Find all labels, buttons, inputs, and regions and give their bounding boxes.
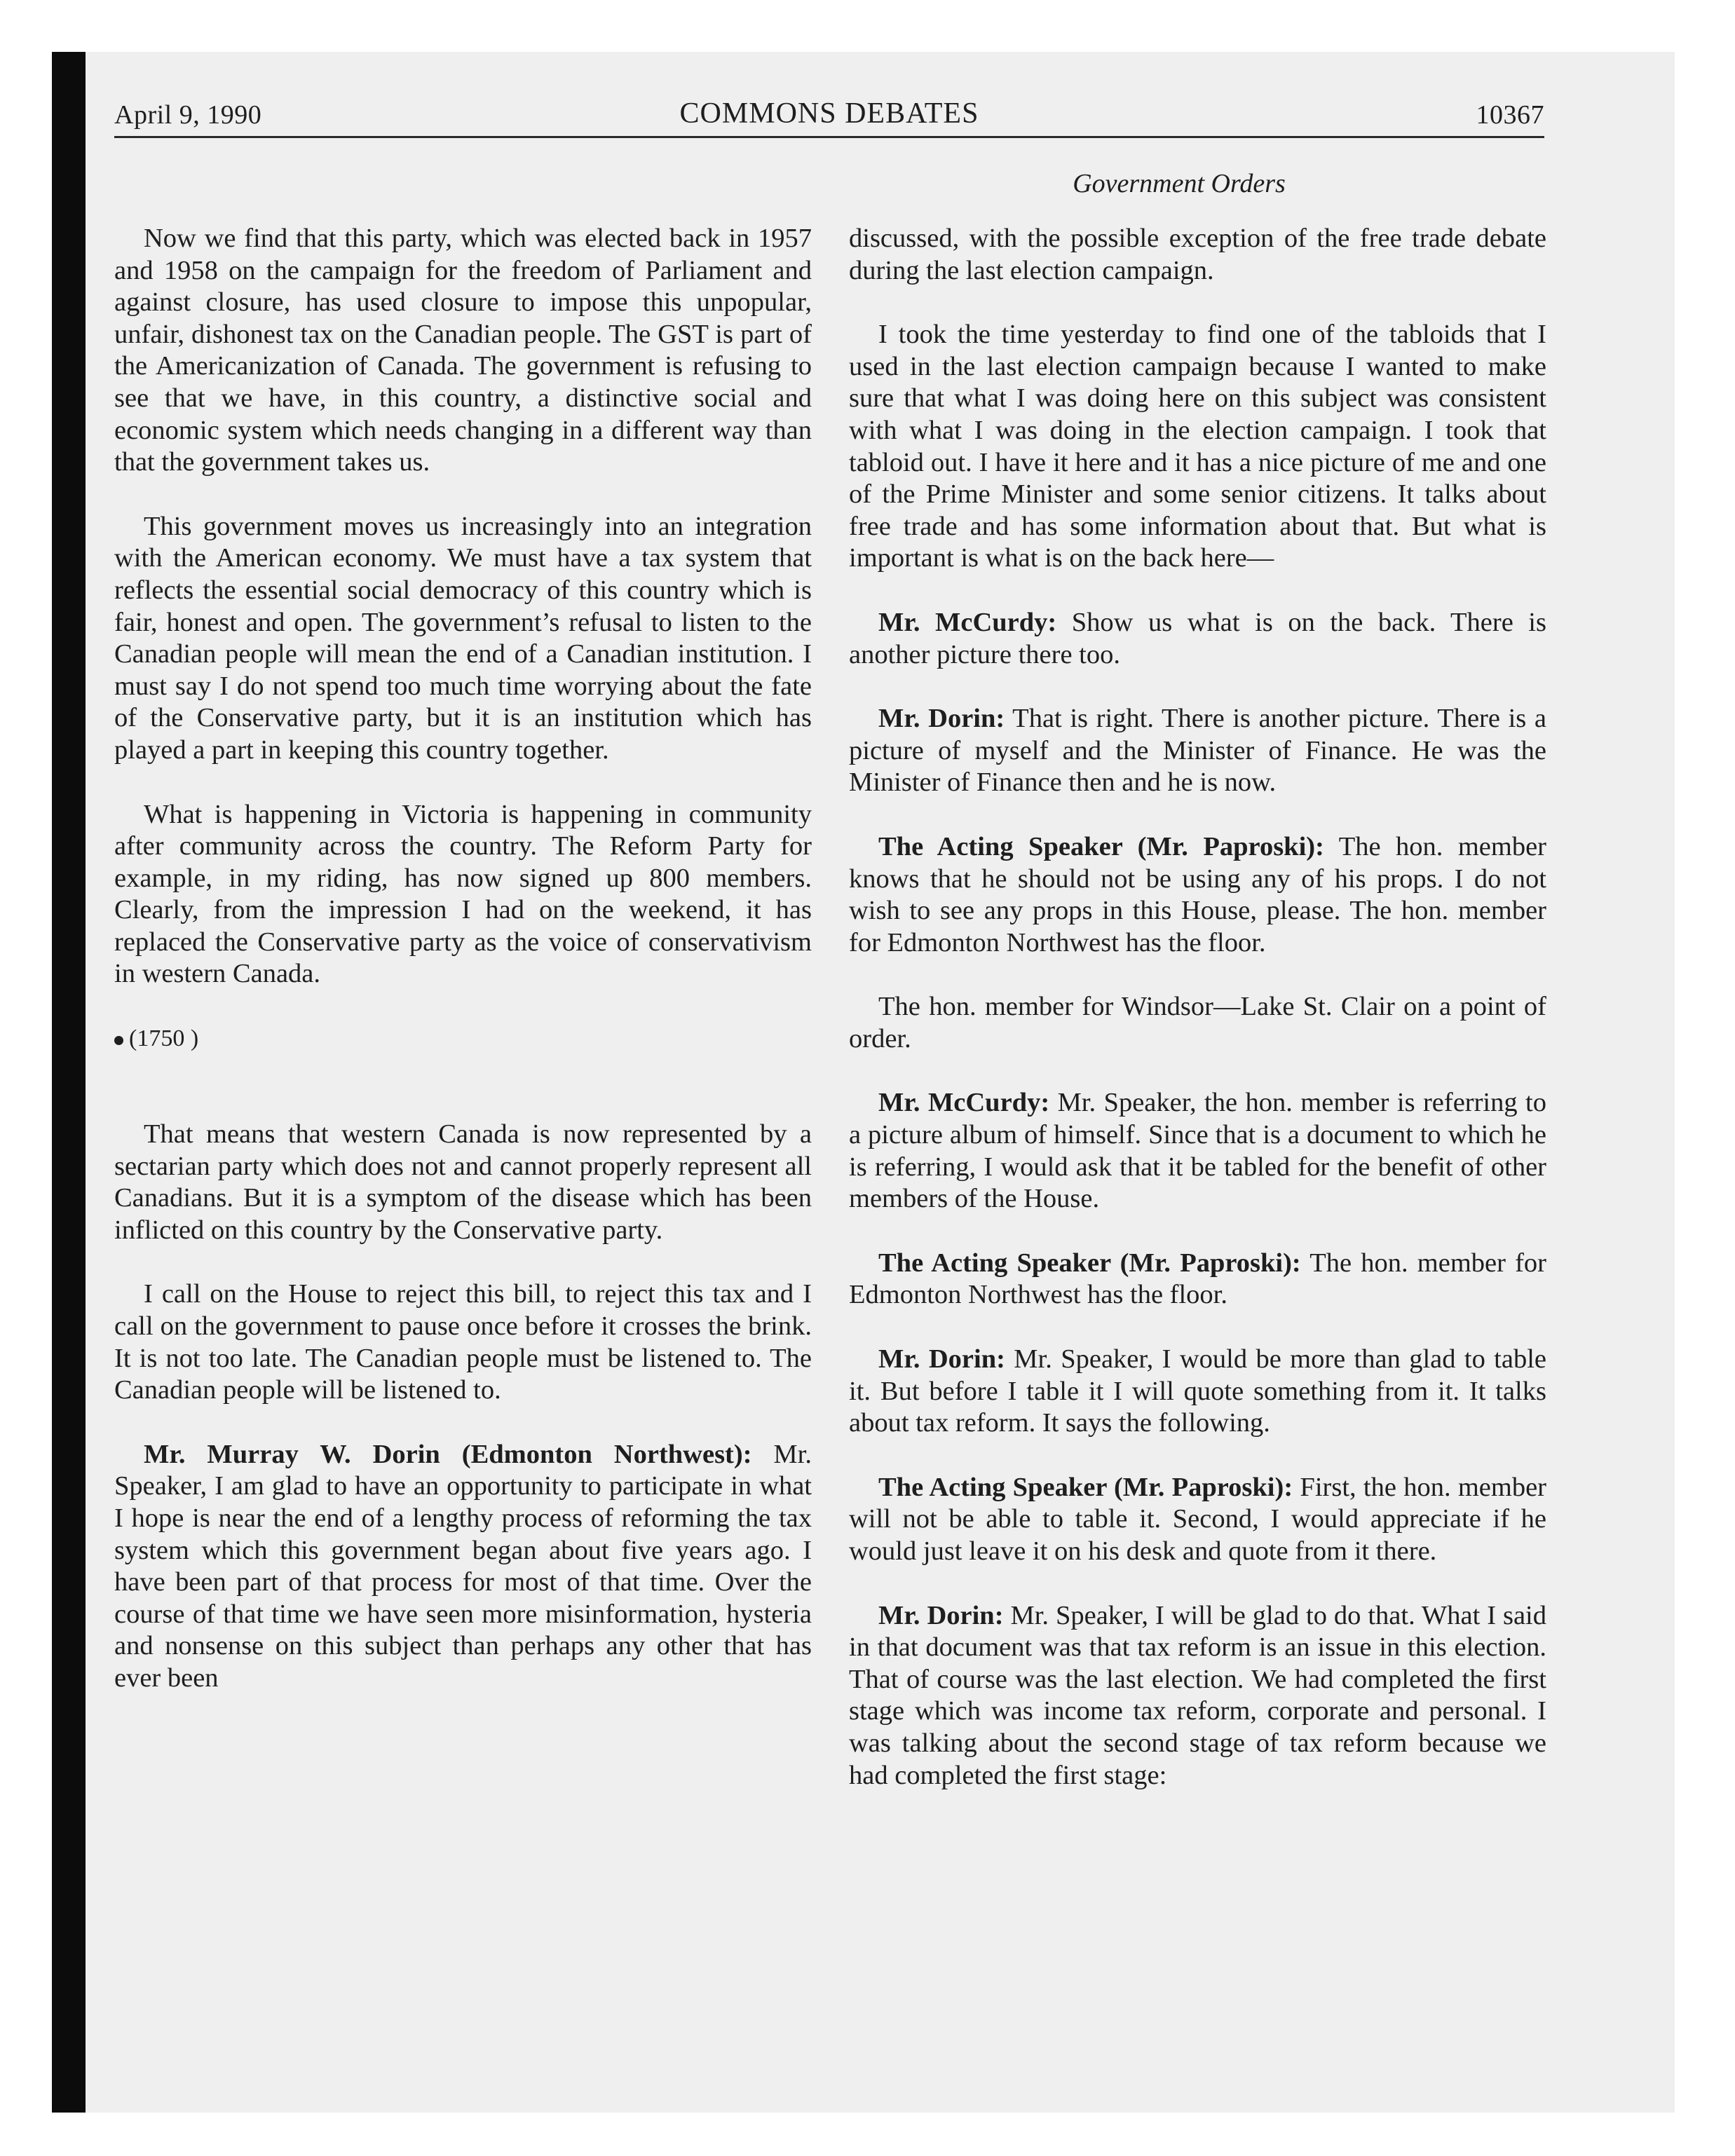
speech-paragraph: [849, 1087, 1546, 1215]
speaker-name: Mr. Dorin:: [878, 704, 1005, 734]
bullet-icon: [114, 1036, 123, 1045]
speech-paragraph: [849, 1472, 1546, 1568]
speech-text: The hon. member knows that he should not be using any of his props. I do not wish to see any props in this House, please. The hon. member for Edmonton Northwest has the floor.: [849, 831, 1546, 957]
speech-paragraph: [849, 1344, 1546, 1440]
speech-text: First, the hon. member will not be able to table it. Second, I would appreciate if he would just leave it on his desk and quote from it there.: [849, 1472, 1546, 1566]
speech-paragraph: [849, 703, 1546, 799]
speech-paragraph: [849, 1600, 1546, 1792]
speaker-name: Mr. McCurdy:: [878, 607, 1057, 637]
speech-text: Mr. Speaker, I am glad to have an opportunity to participate in what I hope is near the end of a lengthy process of reforming the tax system which this government began about five years ago. I have been part of that process for most of that time. Over the course of that time we have seen more misinformation, hysteria and nonsense on this subject than perhaps any other that has ever been: [114, 1439, 812, 1693]
paragraph: discussed, with the possible exception of the free trade debate during the last election campaign.: [849, 224, 1546, 285]
speaker-name: The Acting Speaker (Mr. Paproski):: [878, 831, 1324, 861]
speaker-name: Mr. Dorin:: [878, 1344, 1005, 1374]
paragraph: Now we find that this party, which was elected back in 1957 and 1958 on the campaign for the freedom of Parliament and against closure, has used closure to impose this unpopular, unfair, dishonest tax on the Canadian people. The GST is part of the Americanization of Canada. The government is refusing to see that we have, in this country, a distinctive social and economic system which needs changing in a different way than that the government takes us.: [114, 224, 812, 477]
time-stamp: [114, 1023, 812, 1054]
header-page-number: 10367: [1476, 100, 1544, 130]
speaker-name: The Acting Speaker (Mr. Paproski):: [878, 1248, 1301, 1278]
section-label: Government Orders: [1073, 169, 1286, 198]
left-column: [114, 223, 812, 1727]
speech-text: Mr. Speaker, the hon. member is referring to a picture album of himself. Since that is a document to which he is referring, I would ask that it be tabled for the benefit of other members of the House.: [849, 1088, 1546, 1214]
paragraph: I call on the House to reject this bill, to reject this tax and I call on the government to pause once before it crosses the brink. It is not too late. The Canadian people must be listened to. The Canadian people will be listened to.: [114, 1279, 812, 1405]
binding-edge: [52, 52, 86, 2113]
speech-paragraph: [849, 1248, 1546, 1311]
speech-text: The hon. member for Edmonton Northwest has the floor.: [849, 1248, 1546, 1310]
speech-text: That is right. There is another picture. There is a picture of myself and the Minister of Finance. He was the Minister of Finance then and he is now.: [849, 704, 1547, 798]
paragraph: What is happening in Victoria is happening in community after community across the country. The Reform Party for example, in my riding, has now signed up 800 members. Clearly, from the impression I had on the weekend, it has replaced the Conservative party as the voice of conservativism in western Canada.: [114, 799, 812, 989]
speaker-name: Mr. McCurdy:: [878, 1088, 1050, 1118]
right-column: [849, 223, 1546, 1824]
speech-paragraph: [849, 831, 1546, 959]
speech-text: Mr. Speaker, I will be glad to do that. What I said in that document was that tax reform is an issue in this election. That of course was the last election. We had completed the first stage which was income tax reform, corporate and personal. I was talking about the second stage of tax reform because we had completed the first stage:: [849, 1600, 1546, 1790]
speech-paragraph: [849, 607, 1546, 671]
speech-paragraph: [114, 1439, 812, 1695]
running-head: [114, 90, 1544, 138]
time-stamp-text: (1750 ): [129, 1025, 199, 1052]
paragraph: This government moves us increasingly into an integration with the American economy. We must have a tax system that reflects the essential social democracy of this country which is fair, honest and open. The government’s refusal to listen to the Canadian people will mean the end of a Canadian institution. I must say I do not spend too much time worrying about the fate of the Conservative party, but it is an institution which has played a part in keeping this country together.: [114, 511, 812, 765]
paragraph: The hon. member for Windsor—Lake St. Clair on a point of order.: [849, 992, 1546, 1053]
speaker-name: Mr. Murray W. Dorin (Edmonton Northwest):: [144, 1439, 752, 1469]
speech-text: Show us what is on the back. There is another picture there too.: [849, 607, 1546, 669]
speaker-name: Mr. Dorin:: [878, 1600, 1004, 1630]
header-date: April 9, 1990: [114, 100, 262, 130]
speech-text: Mr. Speaker, I would be more than glad to table it. But before I table it I will quote something from it. It talks about tax reform. It says the following.: [849, 1344, 1547, 1438]
header-title: COMMONS DEBATES: [679, 97, 979, 130]
speaker-name: The Acting Speaker (Mr. Paproski):: [878, 1472, 1293, 1502]
paragraph: That means that western Canada is now represented by a sectarian party which does not and cannot properly represent all Canadians. But it is a symptom of the disease which has been inflicted on this country by the Conservative party.: [114, 1119, 812, 1245]
paragraph: I took the time yesterday to find one of the tabloids that I used in the last election campaign because I wanted to make sure that what I was doing here on this subject was consistent with what I was doing in the election campaign. I took that tabloid out. I have it here and it has a nice picture of me and one of the Prime Minister and some senior citizens. It talks about free trade and has some information about that. But what is important is what is on the back here—: [849, 320, 1546, 573]
